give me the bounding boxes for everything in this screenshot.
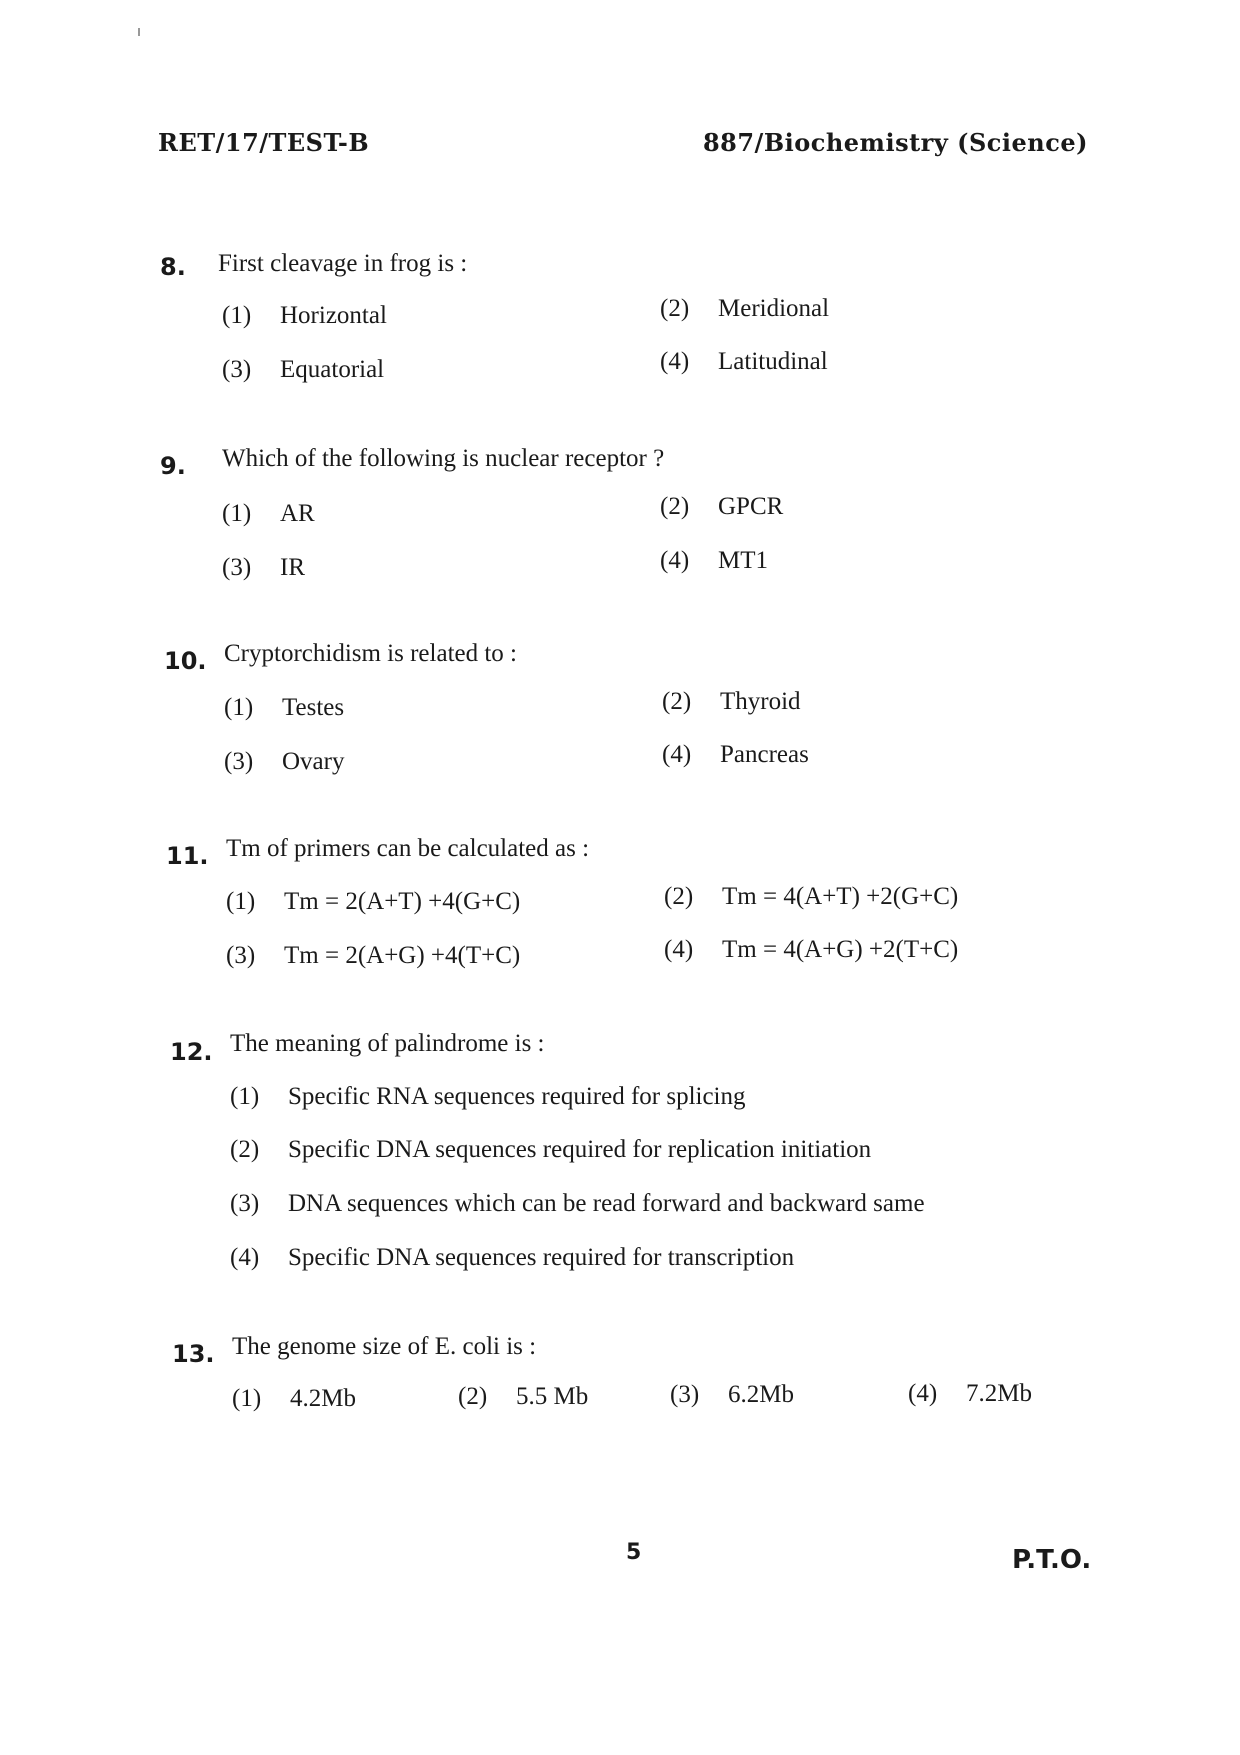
option-1 [222,302,387,330]
option-text: Meridional [718,295,830,322]
option-number: (3) [222,356,252,383]
option-1 [232,1385,356,1413]
option-number: (2) [458,1383,488,1410]
option-text: DNA sequences which can be read forward and backward same [288,1190,925,1217]
option-4 [908,1380,1032,1408]
option-3 [230,1190,1090,1218]
option-number: (2) [662,688,692,715]
option-number: (1) [230,1083,260,1110]
question-text: Which of the following is nuclear receptor ? [222,445,665,472]
option-number: (4) [662,741,692,768]
option-number: (3) [224,748,254,775]
question-text: Tm of primers can be calculated as : [226,835,590,862]
option-2 [660,295,829,323]
scan-mark [138,28,140,36]
option-2 [660,493,783,521]
option-number: (1) [222,302,252,329]
question-text: First cleavage in frog is : [218,250,468,277]
option-number: (3) [226,942,256,969]
option-text: Horizontal [280,302,387,329]
option-text: 4.2Mb [290,1385,356,1412]
option-number: (2) [660,493,690,520]
question-number: 13. [172,1340,215,1368]
option-text: IR [280,554,305,581]
option-number: (3) [670,1381,700,1408]
question-text: The meaning of palindrome is : [230,1030,545,1057]
option-text: Tm = 4(A+G) +2(T+C) [722,936,959,963]
option-text: Specific DNA sequences required for transcription [288,1244,795,1271]
option-number: (2) [660,295,690,322]
option-4 [660,348,828,376]
option-number: (4) [908,1380,938,1407]
option-text: 7.2Mb [966,1380,1032,1407]
option-2 [664,883,958,911]
option-4 [664,936,958,964]
please-turn-over: P.T.O. [1012,1545,1092,1575]
question-number: 11. [166,842,209,870]
question-number: 9. [160,452,186,480]
option-text: GPCR [718,493,784,520]
question-text: The genome size of E. coli is : [232,1333,537,1360]
question-text: Cryptorchidism is related to : [224,640,518,667]
option-number: (3) [230,1190,260,1217]
option-2 [662,688,801,716]
option-1 [222,500,315,528]
option-2 [458,1383,588,1411]
option-text: Specific RNA sequences required for splicing [288,1083,746,1110]
option-text: Testes [282,694,345,721]
option-text: Equatorial [280,356,385,383]
option-text: Tm = 4(A+T) +2(G+C) [722,883,959,910]
option-text: AR [280,500,315,527]
option-1 [230,1083,746,1111]
option-text: Latitudinal [718,348,828,375]
option-text: Tm = 2(A+G) +4(T+C) [284,942,521,969]
option-text: Thyroid [720,688,801,715]
option-2 [230,1136,871,1164]
option-3 [224,748,344,776]
option-number: (4) [664,936,694,963]
option-text: MT1 [718,547,768,574]
paper-code: RET/17/TEST-B [158,128,370,157]
option-3 [226,942,520,970]
option-number: (2) [230,1136,260,1163]
option-text: Tm = 2(A+T) +4(G+C) [284,888,521,915]
option-3 [222,554,305,582]
option-number: (4) [660,547,690,574]
option-text: 6.2Mb [728,1381,794,1408]
option-4 [662,741,809,769]
option-number: (4) [230,1244,260,1271]
option-number: (4) [660,348,690,375]
option-text: Ovary [282,748,345,775]
option-text: Pancreas [720,741,809,768]
option-3 [670,1381,794,1409]
option-text: Specific DNA sequences required for replication initiation [288,1136,872,1163]
question-number: 12. [170,1038,213,1066]
option-number: (2) [664,883,694,910]
option-number: (1) [222,500,252,527]
subject-title: 887/Biochemistry (Science) [702,128,1088,157]
option-1 [224,694,344,722]
question-number: 8. [160,253,186,281]
option-1 [226,888,520,916]
option-3 [222,356,384,384]
option-4 [660,547,768,575]
option-text: 5.5 Mb [516,1383,589,1410]
option-number: (1) [232,1385,262,1412]
option-number: (1) [224,694,254,721]
page-number: 5 [626,1540,642,1565]
option-4 [230,1244,794,1272]
option-number: (3) [222,554,252,581]
option-number: (1) [226,888,256,915]
question-number: 10. [164,647,207,675]
